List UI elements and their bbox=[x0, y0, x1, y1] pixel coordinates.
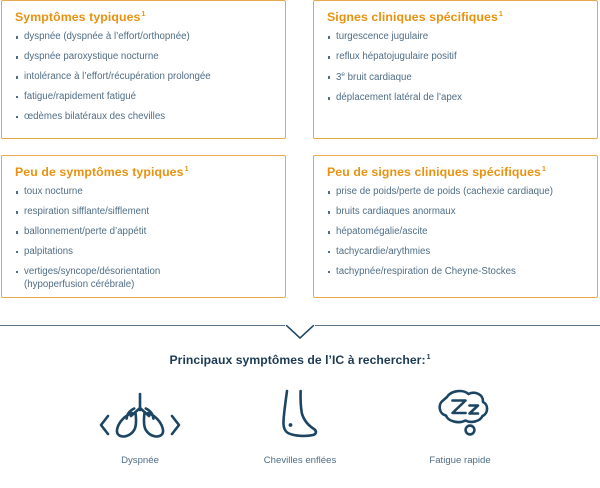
list-item bbox=[327, 71, 584, 85]
list-item-label: toux nocturne bbox=[24, 186, 83, 198]
list-item bbox=[327, 226, 584, 239]
list-item bbox=[15, 91, 272, 104]
list-item bbox=[15, 226, 272, 239]
panel-typical-symptoms bbox=[1, 0, 286, 139]
list-item-label: ballonnement/perte d’appétit bbox=[24, 226, 147, 238]
list-item bbox=[327, 266, 584, 279]
list-item-label: vertiges/syncope/désorientation bbox=[24, 266, 161, 278]
reference-marker: 1 bbox=[541, 165, 546, 173]
key-symptom-swollen-ankles bbox=[220, 385, 380, 467]
panel-title-text: Signes cliniques spécifiques bbox=[327, 10, 498, 24]
reference-marker: 1 bbox=[498, 10, 503, 18]
reference-marker: 1 bbox=[426, 353, 431, 361]
key-symptom-fatigue bbox=[380, 385, 540, 467]
list-item-label: respiration sifflante/sifflement bbox=[24, 206, 150, 218]
panel-title-text: Peu de symptômes typiques bbox=[15, 165, 184, 179]
list-item-label: tachypnée/respiration de Cheyne-Stockes bbox=[336, 266, 516, 278]
list-item bbox=[15, 71, 272, 84]
list-item bbox=[327, 246, 584, 259]
list-item-label: tachycardie/arythmies bbox=[336, 246, 431, 258]
footer-title bbox=[0, 353, 600, 367]
list-item-label: reflux hépatojugulaire positif bbox=[336, 51, 457, 63]
list-item-label: palpitations bbox=[24, 246, 74, 258]
list-item bbox=[327, 31, 584, 44]
chevron-down-icon bbox=[285, 324, 315, 340]
list-item bbox=[327, 92, 584, 105]
key-symptom-icon-row bbox=[0, 385, 600, 467]
section-divider bbox=[0, 315, 600, 345]
list-item-label: fatigue/rapidement fatigué bbox=[24, 91, 137, 103]
lungs-icon bbox=[60, 385, 220, 443]
panel-item-list bbox=[15, 186, 272, 292]
list-item-label: dyspnée (dyspnée à l’effort/orthopnée) bbox=[24, 31, 190, 43]
list-item-label: turgescence jugulaire bbox=[336, 31, 429, 43]
panel-item-list bbox=[327, 31, 584, 105]
panel-title bbox=[15, 10, 272, 24]
list-item-label: bruits cardiaques anormaux bbox=[336, 206, 456, 218]
panel-specific-clinical-signs bbox=[313, 0, 598, 139]
list-item bbox=[15, 31, 272, 44]
panel-less-typical-symptoms bbox=[1, 155, 286, 298]
list-item-label: dyspnée paroxystique nocturne bbox=[24, 51, 159, 63]
panel-item-list bbox=[15, 31, 272, 124]
list-item bbox=[327, 51, 584, 64]
list-item bbox=[15, 186, 272, 199]
key-symptom-label: Fatigue rapide bbox=[429, 455, 491, 466]
list-item-label: prise de poids/perte de poids (cachexie cardiaque) bbox=[336, 186, 554, 198]
list-item-label: hépatomégalie/ascite bbox=[336, 226, 428, 238]
key-symptom-label: Chevilles enflées bbox=[263, 455, 337, 466]
sleep-zz-icon bbox=[380, 385, 540, 443]
list-item-continuation: (hypoperfusion cérébrale) bbox=[24, 278, 135, 290]
list-item bbox=[15, 246, 272, 259]
panel-title bbox=[327, 165, 584, 179]
list-item-label: déplacement latéral de l’apex bbox=[336, 92, 463, 104]
panel-title bbox=[15, 165, 272, 179]
list-item-label: intolérance à l’effort/récupération prolongée bbox=[24, 71, 211, 83]
panel-title-text: Peu de signes cliniques spécifiques bbox=[327, 165, 541, 179]
list-item bbox=[327, 186, 584, 199]
panel-less-specific-clinical-signs bbox=[313, 155, 598, 298]
list-item bbox=[15, 206, 272, 219]
reference-marker: 1 bbox=[141, 10, 146, 18]
list-item bbox=[15, 266, 272, 292]
list-item bbox=[15, 51, 272, 64]
panel-title bbox=[327, 10, 584, 24]
reference-marker: 1 bbox=[184, 165, 189, 173]
swollen-ankle-icon bbox=[220, 385, 380, 443]
panel-title-text: Symptômes typiques bbox=[15, 10, 141, 24]
footer-title-text: Principaux symptômes de l’IC à rechercher: bbox=[169, 353, 426, 367]
list-item bbox=[15, 111, 272, 124]
list-item bbox=[327, 206, 584, 219]
list-item-label: 3e bruit cardiaque bbox=[336, 71, 412, 84]
list-item-label: œdèmes bilatéraux des chevilles bbox=[24, 111, 166, 123]
key-symptom-dyspnea bbox=[60, 385, 220, 467]
key-symptom-label: Dyspnée bbox=[121, 455, 159, 466]
panel-item-list bbox=[327, 186, 584, 279]
